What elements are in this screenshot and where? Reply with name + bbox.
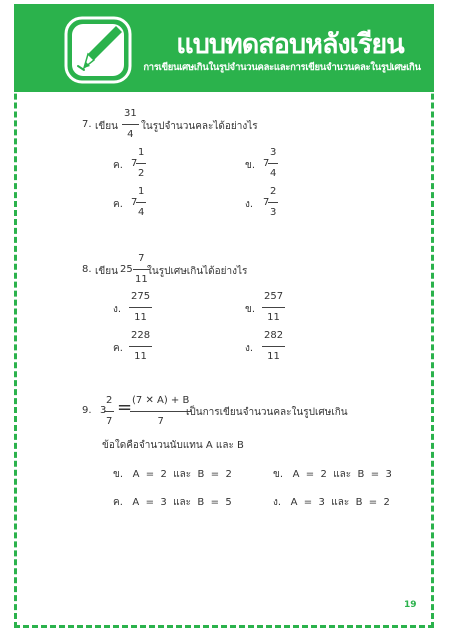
- q7-choice-3-label[interactable]: ค.: [113, 199, 123, 210]
- fraction-bar: [268, 163, 278, 164]
- fraction-den: 7: [157, 416, 164, 427]
- fraction-num: 1: [138, 147, 145, 158]
- q7-prefix: เขียน: [95, 121, 118, 132]
- q7-choice-3-fraction: [136, 186, 146, 219]
- q8-choice-3-fraction: [129, 330, 152, 363]
- pen-paper-icon: [58, 10, 138, 90]
- choice-label: ง.: [273, 497, 282, 508]
- fraction-den: 11: [134, 351, 147, 362]
- fraction-num: 282: [264, 330, 284, 341]
- fraction-den: 4: [138, 207, 145, 218]
- q7-fraction-den: 4: [127, 129, 134, 140]
- q8-choice-2-label[interactable]: ข.: [245, 304, 256, 315]
- fraction-num: (7 ✕ A) + B: [132, 395, 190, 406]
- q7-choice-1-label[interactable]: ค.: [113, 160, 123, 171]
- fraction-bar: [130, 411, 191, 412]
- fraction-num: 1: [138, 186, 145, 197]
- q8-number: 8.: [82, 264, 92, 275]
- q8-choice-3-label[interactable]: ค.: [113, 343, 123, 354]
- q8-choice-4-label[interactable]: ง.: [245, 343, 254, 354]
- choice-text: A = 3 และ B = 2: [290, 497, 390, 508]
- fraction-den: 11: [267, 351, 280, 362]
- q8-fraction-den: 11: [135, 274, 148, 285]
- page-number: 19: [404, 600, 417, 610]
- q7-choice-2-whole: 7: [263, 158, 270, 169]
- fraction-den: 3: [270, 207, 277, 218]
- choice-label: ข.: [273, 469, 284, 480]
- q9-question: ข้อใดคือจำนวนนับแทน A และ B: [102, 440, 244, 451]
- fraction-bar: [262, 346, 285, 347]
- q7-choice-2-label[interactable]: ข.: [245, 160, 256, 171]
- q9-choice-2[interactable]: [273, 467, 392, 482]
- q7-number: 7.: [82, 119, 92, 130]
- fraction-num: 2: [106, 395, 113, 406]
- fraction-bar: [104, 411, 114, 412]
- q9-number: 9.: [82, 405, 92, 416]
- fraction-den: 4: [270, 168, 277, 179]
- page-border: [14, 4, 434, 628]
- fraction-bar: [262, 307, 285, 308]
- q8-fraction-num: 7: [138, 253, 145, 264]
- q8-suffix: ในรูปเศษเกินได้อย่างไร: [147, 266, 248, 277]
- q8-whole: 25: [120, 264, 133, 275]
- choice-text: A = 3 และ B = 5: [132, 497, 232, 508]
- q7-choice-4-label[interactable]: ง.: [245, 199, 254, 210]
- q8-choice-1-label[interactable]: ง.: [113, 304, 122, 315]
- fraction-bar: [136, 163, 146, 164]
- fraction-den: 7: [106, 416, 113, 427]
- equals-sign: =: [117, 397, 133, 418]
- q9-choice-3[interactable]: [113, 495, 232, 510]
- choice-label: ข.: [113, 469, 124, 480]
- q9-choice-4[interactable]: [273, 495, 390, 510]
- q7-choice-1-whole: 7: [131, 158, 138, 169]
- fraction-num: 228: [131, 330, 151, 341]
- fraction-num: 257: [264, 291, 284, 302]
- q7-fraction-num: 31: [124, 108, 137, 119]
- fraction-bar: [129, 346, 152, 347]
- q9-choice-1[interactable]: [113, 467, 232, 482]
- fraction-den: 11: [267, 312, 280, 323]
- q7-choice-4-fraction: [268, 186, 278, 219]
- q8-choice-2-fraction: [262, 291, 285, 324]
- fraction-den: 11: [134, 312, 147, 323]
- choice-text: A = 2 และ B = 3: [292, 469, 392, 480]
- q8-choice-1-fraction: [129, 291, 152, 324]
- fraction-num: 275: [131, 291, 151, 302]
- q9-whole: 3: [100, 405, 107, 416]
- fraction-den: 2: [138, 168, 145, 179]
- choice-text: A = 2 และ B = 2: [132, 469, 232, 480]
- page-title: แบบทดสอบหลังเรียน: [176, 29, 404, 60]
- fraction-bar: [129, 307, 152, 308]
- fraction-bar: [136, 202, 146, 203]
- q7-suffix: ในรูปจำนวนคละได้อย่างไร: [141, 121, 258, 132]
- fraction-num: 2: [270, 186, 277, 197]
- q9-fraction: [104, 395, 114, 428]
- q7-choice-1-fraction: [136, 147, 146, 180]
- fraction-bar: [122, 124, 139, 125]
- fraction-bar: [268, 202, 278, 203]
- choice-label: ค.: [113, 497, 123, 508]
- page-subtitle: การเขียนเศษเกินในรูปจำนวนคละและการเขียนจำนวนคละในรูปเศษเกิน: [143, 62, 421, 73]
- q7-choice-4-whole: 7: [263, 197, 270, 208]
- q8-choice-4-fraction: [262, 330, 285, 363]
- fraction-num: 3: [270, 147, 277, 158]
- q7-choice-3-whole: 7: [131, 197, 138, 208]
- q7-fraction: [122, 108, 139, 141]
- q8-prefix: เขียน: [95, 266, 118, 277]
- q7-choice-2-fraction: [268, 147, 278, 180]
- q9-suffix: เป็นการเขียนจำนวนคละในรูปเศษเกิน: [186, 407, 348, 418]
- q9-rhs-fraction: [130, 395, 191, 428]
